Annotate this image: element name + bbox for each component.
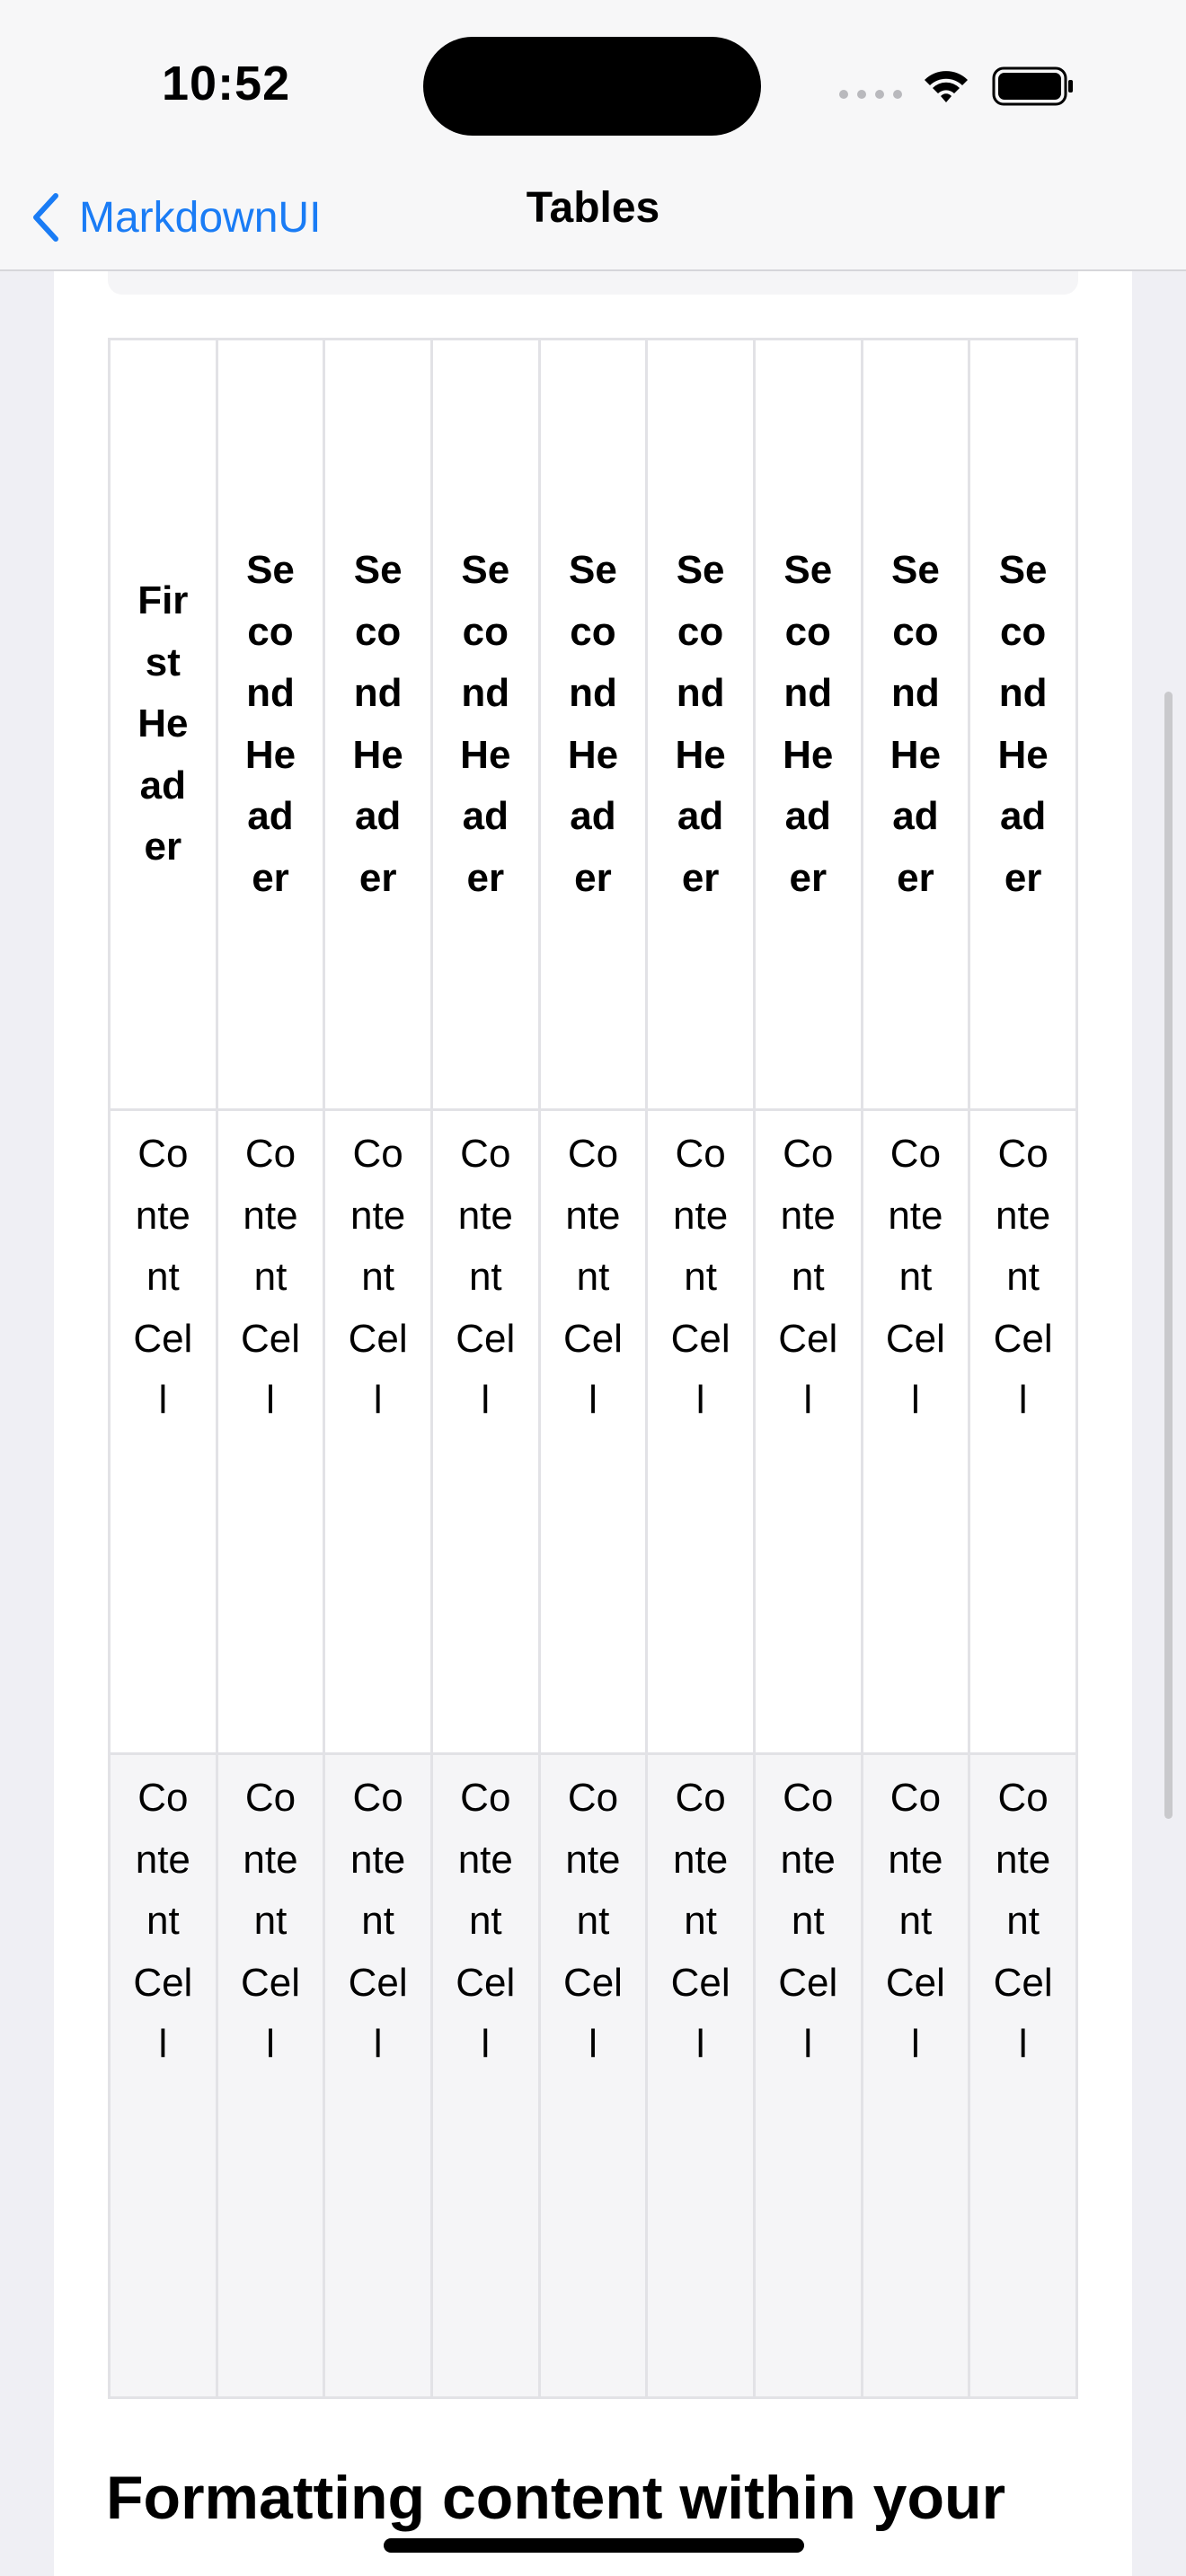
header-text [863, 540, 969, 909]
text-line: He [675, 732, 726, 777]
text-line: ad [354, 794, 402, 838]
text-line: l [589, 2022, 597, 2066]
back-button-label: MarkdownUI [79, 193, 322, 242]
text-line: nte [673, 1837, 729, 1882]
text-line: nte [135, 1837, 190, 1882]
table-cell [431, 1754, 539, 2398]
text-line: nte [565, 1837, 621, 1882]
text-line: Co [244, 1776, 296, 1820]
text-line: co [677, 609, 724, 654]
text-line: ad [570, 794, 616, 838]
text-line: Cel [133, 1316, 193, 1361]
cell-text [111, 1755, 216, 2076]
text-line: Cel [885, 1316, 945, 1361]
text-line: nte [888, 1193, 943, 1238]
cell-text [541, 1755, 646, 2076]
text-line: He [244, 732, 296, 777]
cell-text [970, 1111, 1075, 1432]
table-cell [969, 1110, 1077, 1754]
text-line: l [695, 2022, 705, 2066]
text-line: nt [684, 1899, 717, 1943]
text-line: Co [460, 1776, 511, 1820]
text-line: He [783, 732, 834, 777]
text-line: nd [998, 671, 1048, 715]
text-line: ad [892, 794, 939, 838]
cell-text [111, 1111, 216, 1432]
text-line: nt [1006, 1899, 1040, 1943]
text-line: Cel [993, 1960, 1053, 2005]
cell-text [218, 1111, 323, 1432]
text-line: Se [676, 548, 725, 592]
text-line: l [158, 1378, 168, 1422]
text-line: nte [673, 1193, 729, 1238]
header-text [325, 540, 430, 909]
table-header-cell [754, 340, 862, 1110]
text-line: Se [783, 548, 833, 592]
text-line: l [911, 1378, 920, 1422]
text-line: Cel [456, 1960, 516, 2005]
cell-text [863, 1111, 969, 1432]
text-line: nt [146, 1255, 180, 1299]
text-line: Co [460, 1132, 511, 1176]
text-line: nte [888, 1837, 943, 1882]
dynamic-island [423, 37, 761, 136]
header-text [541, 540, 646, 909]
text-line: nte [780, 1837, 836, 1882]
text-line: nd [353, 671, 403, 715]
text-line: Cel [562, 1316, 623, 1361]
cell-text [541, 1111, 646, 1432]
text-line: er [897, 855, 934, 900]
text-line: Co [783, 1776, 834, 1820]
home-indicator[interactable] [384, 2538, 804, 2553]
table-cell [969, 1754, 1077, 2398]
text-line: Co [997, 1132, 1049, 1176]
text-line: nte [780, 1193, 836, 1238]
text-line: l [373, 2022, 383, 2066]
battery-icon [992, 66, 1075, 107]
text-line: Co [244, 1132, 296, 1176]
header-text [218, 540, 323, 909]
text-line: er [466, 855, 505, 900]
cell-text [325, 1111, 430, 1432]
text-line: Co [137, 1776, 189, 1820]
cellular-signal-icon [839, 86, 902, 101]
table-header-cell [324, 340, 432, 1110]
text-line: nte [457, 1837, 513, 1882]
text-line: nt [791, 1255, 825, 1299]
cell-text [218, 1755, 323, 2076]
text-line: nt [898, 1255, 933, 1299]
text-line: Cel [456, 1316, 516, 1361]
text-line: er [252, 855, 289, 900]
wifi-icon [922, 65, 970, 108]
text-line: nt [791, 1899, 825, 1943]
text-line: nt [576, 1255, 610, 1299]
cell-text [433, 1111, 538, 1432]
text-line: co [892, 609, 939, 654]
text-line: Co [567, 1776, 619, 1820]
text-line: nd [246, 671, 295, 715]
text-line: nd [569, 671, 617, 715]
cell-text [325, 1755, 430, 2076]
text-line: l [158, 2022, 168, 2066]
table-header-cell [431, 340, 539, 1110]
markdown-table [108, 338, 1078, 2399]
text-line: nte [457, 1193, 513, 1238]
header-text [648, 540, 753, 909]
text-line: Cel [348, 1316, 408, 1361]
cell-text [433, 1755, 538, 2076]
scroll-indicator[interactable] [1164, 692, 1173, 1819]
table-cell [647, 1754, 755, 2398]
text-line: l [481, 2022, 491, 2066]
text-line: Se [246, 548, 295, 592]
markdown-content[interactable] [54, 271, 1132, 2576]
table-cell [754, 1110, 862, 1754]
text-line: nd [461, 671, 510, 715]
text-line: Cel [778, 1960, 838, 2005]
text-line: Co [783, 1132, 834, 1176]
table-cell [754, 1754, 862, 2398]
text-line: l [803, 1378, 813, 1422]
text-line: co [570, 609, 616, 654]
cell-text [756, 1755, 861, 2076]
table-row [110, 1110, 1077, 1754]
text-line: nt [253, 1899, 288, 1943]
table-header-cell [217, 340, 324, 1110]
text-line: ad [139, 763, 186, 807]
text-line: ad [677, 794, 724, 838]
status-time: 10:52 [162, 57, 291, 110]
text-line: l [1018, 1378, 1028, 1422]
table-cell [539, 1110, 647, 1754]
text-line: l [1018, 2022, 1028, 2066]
text-line: nd [891, 671, 940, 715]
text-line: er [358, 855, 397, 900]
cell-text [863, 1755, 969, 2076]
text-line: Se [353, 548, 403, 592]
text-line: co [462, 609, 509, 654]
text-line: nt [898, 1899, 933, 1943]
text-line: Cel [993, 1316, 1053, 1361]
header-text [756, 540, 861, 909]
text-line: nt [468, 1255, 502, 1299]
text-line: co [999, 609, 1047, 654]
text-line: l [373, 1378, 383, 1422]
text-line: er [144, 825, 182, 869]
text-line: nte [350, 1193, 406, 1238]
table-cell [862, 1110, 969, 1754]
text-line: Cel [348, 1960, 408, 2005]
text-line: er [681, 855, 720, 900]
text-line: nte [243, 1837, 298, 1882]
text-line: co [784, 609, 831, 654]
cell-text [756, 1111, 861, 1432]
text-line: He [352, 732, 403, 777]
text-line: Co [890, 1776, 942, 1820]
text-line: er [789, 855, 828, 900]
table-cell [324, 1754, 432, 2398]
text-line: nt [684, 1255, 717, 1299]
header-text [970, 540, 1075, 909]
status-bar [0, 0, 1186, 171]
text-line: Cel [670, 1316, 730, 1361]
table-header-cell [969, 340, 1077, 1110]
text-line: l [481, 1378, 491, 1422]
text-line: nt [253, 1255, 288, 1299]
text-line: Cel [240, 1960, 300, 2005]
text-line: ad [462, 794, 509, 838]
text-line: l [695, 1378, 705, 1422]
cell-text [648, 1111, 753, 1432]
text-line: nt [576, 1899, 610, 1943]
text-line: co [247, 609, 294, 654]
text-line: He [567, 732, 619, 777]
text-line: Cel [778, 1316, 838, 1361]
text-line: nt [468, 1899, 502, 1943]
table-cell [324, 1110, 432, 1754]
text-line: Co [352, 1132, 403, 1176]
text-line: Se [569, 548, 617, 592]
text-line: He [460, 732, 511, 777]
text-line: nd [676, 671, 725, 715]
text-line: Fir [137, 578, 189, 623]
text-line: nte [350, 1837, 406, 1882]
cell-text [648, 1755, 753, 2076]
text-line: He [890, 732, 942, 777]
text-line: st [145, 640, 181, 684]
table-cell [110, 1110, 217, 1754]
page-title: Tables [526, 184, 660, 232]
text-line: l [911, 2022, 920, 2066]
text-line: l [589, 1378, 597, 1422]
text-line: He [997, 732, 1049, 777]
table-cell [431, 1110, 539, 1754]
text-line: Co [675, 1776, 726, 1820]
table-row [110, 1754, 1077, 2398]
table-cell [539, 1754, 647, 2398]
text-line: nte [996, 1193, 1051, 1238]
table-cell [647, 1110, 755, 1754]
text-line: nte [565, 1193, 621, 1238]
text-line: l [266, 2022, 275, 2066]
table-cell [217, 1110, 324, 1754]
section-heading: Formatting content within your [106, 2464, 1006, 2532]
table-header-cell [110, 340, 217, 1110]
table-cell [862, 1754, 969, 2398]
text-line: er [574, 855, 612, 900]
text-line: nt [1006, 1255, 1040, 1299]
text-line: ad [999, 794, 1047, 838]
text-line: Cel [240, 1316, 300, 1361]
text-line: ad [784, 794, 831, 838]
text-line: Co [567, 1132, 619, 1176]
text-line: Co [675, 1132, 726, 1176]
text-line: l [803, 2022, 813, 2066]
text-line: Cel [885, 1960, 945, 2005]
text-line: l [266, 1378, 275, 1422]
text-line: Co [352, 1776, 403, 1820]
text-line: Se [891, 548, 940, 592]
text-line: nte [135, 1193, 190, 1238]
text-line: Cel [133, 1960, 193, 2005]
text-line: co [354, 609, 402, 654]
text-line: Cel [670, 1960, 730, 2005]
text-line: nte [996, 1837, 1051, 1882]
table-cell [217, 1754, 324, 2398]
table-header-cell [862, 340, 969, 1110]
text-line: Se [998, 548, 1048, 592]
text-line: nte [243, 1193, 298, 1238]
table-header-row [110, 340, 1077, 1110]
code-block [108, 271, 1078, 295]
text-line: Co [997, 1776, 1049, 1820]
text-line: Co [890, 1132, 942, 1176]
text-line: nd [783, 671, 833, 715]
cell-text [970, 1755, 1075, 2076]
text-line: nt [361, 1899, 394, 1943]
table-header-cell [647, 340, 755, 1110]
table-header-cell [539, 340, 647, 1110]
text-line: Co [137, 1132, 189, 1176]
text-line: nt [146, 1899, 180, 1943]
header-text [111, 570, 216, 878]
text-line: He [137, 701, 189, 746]
text-line: ad [247, 794, 294, 838]
text-line: er [1004, 855, 1042, 900]
text-line: Cel [562, 1960, 623, 2005]
text-line: nt [361, 1255, 394, 1299]
navigation-bar [0, 171, 1186, 271]
text-line: Se [461, 548, 510, 592]
header-text [433, 540, 538, 909]
table-cell [110, 1754, 217, 2398]
